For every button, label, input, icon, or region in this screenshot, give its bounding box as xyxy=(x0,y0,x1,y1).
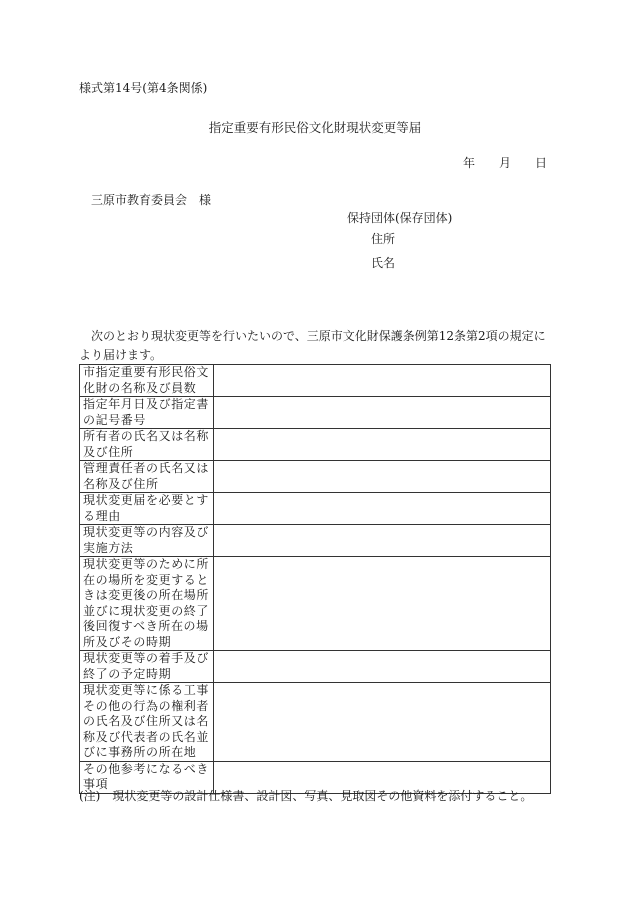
field-label-line: 及び住所 xyxy=(83,444,134,459)
field-label-line: 終了の予定時期 xyxy=(83,666,172,681)
field-label-line: 市指定重要有形民俗文 xyxy=(83,365,210,379)
field-label-cell xyxy=(80,397,214,429)
field-value-cell[interactable] xyxy=(214,557,551,651)
field-label-line: 管理責任者の氏名又は xyxy=(83,461,210,475)
field-label-line: 現状変更等の着手及び xyxy=(83,651,210,665)
date-day-label: 日 xyxy=(535,156,548,170)
table-row xyxy=(80,429,551,461)
field-label-line: 現状変更等の内容及び xyxy=(83,525,210,539)
date-month-label: 月 xyxy=(499,156,512,170)
table-row xyxy=(80,651,551,683)
field-value-cell[interactable] xyxy=(214,429,551,461)
field-label-line: 実施方法 xyxy=(83,540,134,555)
form-title: 指定重要有形民俗文化財現状変更等届 xyxy=(208,120,422,135)
form-number: 様式第14号(第4条関係) xyxy=(79,81,208,95)
field-label-cell xyxy=(80,429,214,461)
field-value-cell[interactable] xyxy=(214,683,551,762)
field-label-line: 称及び代表者の氏名並 xyxy=(83,729,210,744)
field-label-line: 化財の名称及び員数 xyxy=(83,380,197,395)
field-label-line: 並びに現状変更の終了 xyxy=(83,603,210,618)
field-label-cell xyxy=(80,651,214,683)
table-row xyxy=(80,493,551,525)
field-label-line: 現状変更届を必要とす xyxy=(83,493,210,507)
field-label-line: その他の行為の権利者 xyxy=(83,698,210,713)
field-label-line: その他参考になるべき xyxy=(83,761,210,776)
field-label-line: 所有者の氏名又は名称 xyxy=(83,429,210,443)
field-label-line: 後回復すべき所在の場 xyxy=(83,619,209,633)
field-value-cell[interactable] xyxy=(214,397,551,429)
applicant-name-label: 氏名 xyxy=(371,256,396,270)
field-label-line: 現状変更等のために所 xyxy=(83,557,210,571)
addressee: 三原市教育委員会 様 xyxy=(91,193,212,207)
date-year-label: 年 xyxy=(463,156,476,170)
field-label-line: 指定年月日及び指定書 xyxy=(83,397,210,411)
field-value-cell[interactable] xyxy=(214,493,551,525)
field-label-line: きは変更後の所在場所 xyxy=(83,588,210,602)
field-label-line: 現状変更等に係る工事 xyxy=(83,683,210,697)
field-label-line: 名称及び住所 xyxy=(83,476,159,491)
field-label-cell xyxy=(80,365,214,397)
field-label-line: の記号番号 xyxy=(83,412,147,427)
intro-paragraph: 次のとおり現状変更等を行いたいので、三原市文化財保護条例第12条第2項の規定により届けます。 xyxy=(79,329,546,362)
field-label-cell xyxy=(80,683,214,762)
field-label-line: る理由 xyxy=(83,508,121,523)
applicant-org-label: 保持団体(保存団体) xyxy=(347,211,453,225)
field-label-cell xyxy=(80,493,214,525)
field-value-cell[interactable] xyxy=(214,365,551,397)
field-label-line: 在の場所を変更すると xyxy=(83,572,210,587)
field-value-cell[interactable] xyxy=(214,461,551,493)
field-label-cell xyxy=(80,557,214,651)
form-table xyxy=(79,364,551,794)
field-label-line: びに事務所の所在地 xyxy=(83,745,197,759)
table-row xyxy=(80,397,551,429)
table-row xyxy=(80,461,551,493)
field-value-cell[interactable] xyxy=(214,525,551,557)
field-label-line: 事項 xyxy=(83,777,109,791)
field-label-cell xyxy=(80,525,214,557)
table-row xyxy=(80,683,551,762)
field-label-cell xyxy=(80,461,214,493)
field-value-cell[interactable] xyxy=(214,651,551,683)
table-row xyxy=(80,557,551,651)
attachment-note: (注) 現状変更等の設計仕様書、設計図、写真、見取図その他資料を添付すること。 xyxy=(79,789,533,803)
table-row xyxy=(80,365,551,397)
field-label-line: 所及びその時期 xyxy=(83,634,172,649)
field-label-line: の氏名及び住所又は名 xyxy=(83,714,210,728)
table-row xyxy=(80,525,551,557)
applicant-address-label: 住所 xyxy=(371,232,396,246)
